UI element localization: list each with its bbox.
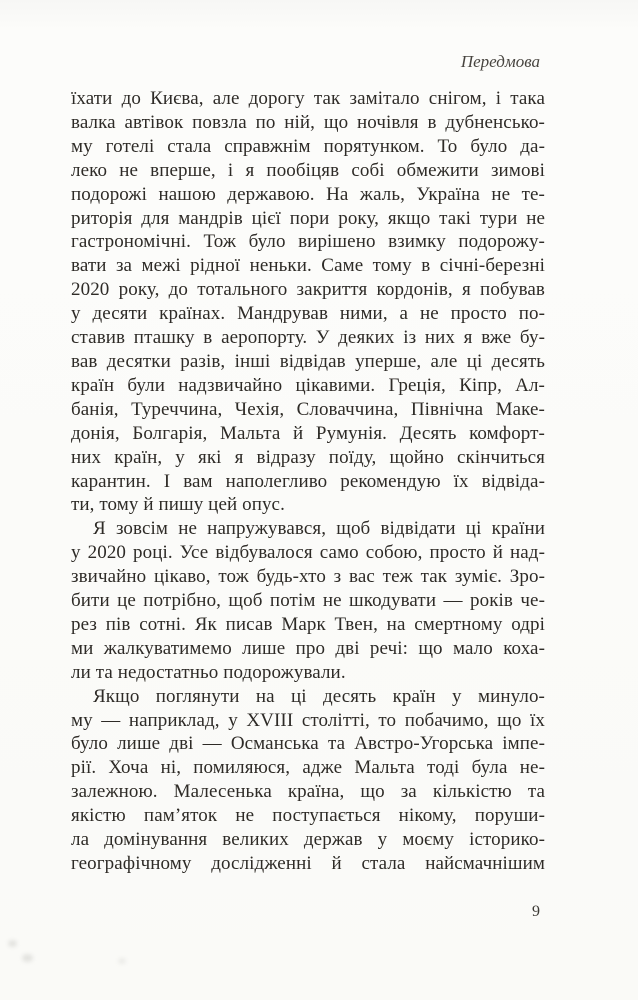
text-line: му — наприклад, у XVIII столітті, то побачимо, що їх <box>71 709 545 731</box>
text-line: банія, Туреччина, Чехія, Словаччина, Північна Маке- <box>71 398 545 420</box>
text-line: їхати до Києва, але дорогу так замітало снігом, і така <box>71 88 545 109</box>
text-line: звичайно цікаво, тож будь-хто з вас теж так зуміє. Зро- <box>71 566 545 588</box>
text-block <box>71 87 545 876</box>
text-line: подорожі нашою державою. На жаль, Україна не те- <box>71 183 545 205</box>
scan-smudge <box>8 940 17 947</box>
text-line: ла домінування великих держав у моєму історико- <box>71 829 545 851</box>
text-line: риторія для мандрів цієї пори року, якщо такі тури не <box>71 207 545 229</box>
text-line: у 2020 році. Усе відбувалося само собою, просто й над- <box>71 542 545 564</box>
text-line: 2020 року, до тотального закриття кордонів, я побував <box>71 279 545 301</box>
text-line: якістю пам’яток не поступається нікому, поруши- <box>71 805 545 827</box>
text-line: них країн, у які я відразу поїду, щойно скінчиться <box>71 446 545 468</box>
text-line: ти, тому й пишу цей опус. <box>71 494 285 516</box>
text-line: му готелі стала справжнім порятунком. То було да- <box>71 135 545 157</box>
text-line: карантин. І вам наполегливо рекомендую їх відвіда- <box>71 470 545 492</box>
text-line: рез пів сотні. Як писав Марк Твен, на смертному одрі <box>71 613 545 635</box>
text-line: було лише дві — Османська та Австро-Угорська імпе- <box>71 733 545 755</box>
scan-smudge <box>22 954 33 962</box>
text-line: залежною. Малесенька країна, що за кількістю та <box>71 781 545 803</box>
text-line: рії. Хоча ні, помиляюся, адже Мальта тоді була не- <box>71 757 545 779</box>
text-line: Я зовсім не напружувався, щоб відвідати ці країни <box>93 518 545 540</box>
scan-smudge <box>118 958 126 964</box>
page-number: 9 <box>532 903 540 920</box>
text-line: ставив пташку в аеропорту. У деяких із них я вже бу- <box>71 327 545 349</box>
text-line: гастрономічні. Тож було вирішено взимку подорожу- <box>71 231 545 253</box>
running-head: Передмова <box>460 52 540 71</box>
text-line: валка автівок повзла по ній, що ночівля в дубненсько- <box>71 111 545 133</box>
text-line: Якщо поглянути на ці десять країн у минуло- <box>93 685 545 707</box>
text-line: бити це потрібно, щоб потім не шкодувати — років че- <box>71 590 545 612</box>
text-line: у десяти країнах. Мандрував ними, а не просто по- <box>71 303 545 325</box>
text-line: ми жалкуватимемо лише про дві речі: що мало коха- <box>71 637 545 659</box>
text-line: вати за межі рідної неньки. Саме тому в січні-березні <box>71 255 545 277</box>
text-line: леко не вперше, і я пообіцяв собі обмежити зимові <box>71 159 545 181</box>
text-line: географічному дослідженні й стала найсмачнішим <box>71 853 545 874</box>
text-line: ли та недостатньо подорожували. <box>71 661 346 683</box>
text-line: країн були надзвичайно цікавими. Греція, Кіпр, Ал- <box>71 374 545 396</box>
text-line: донія, Болгарія, Мальта й Румунія. Десять комфорт- <box>71 422 545 444</box>
text-line: вав десятки разів, інші відвідав уперше, але ці десять <box>71 350 545 372</box>
